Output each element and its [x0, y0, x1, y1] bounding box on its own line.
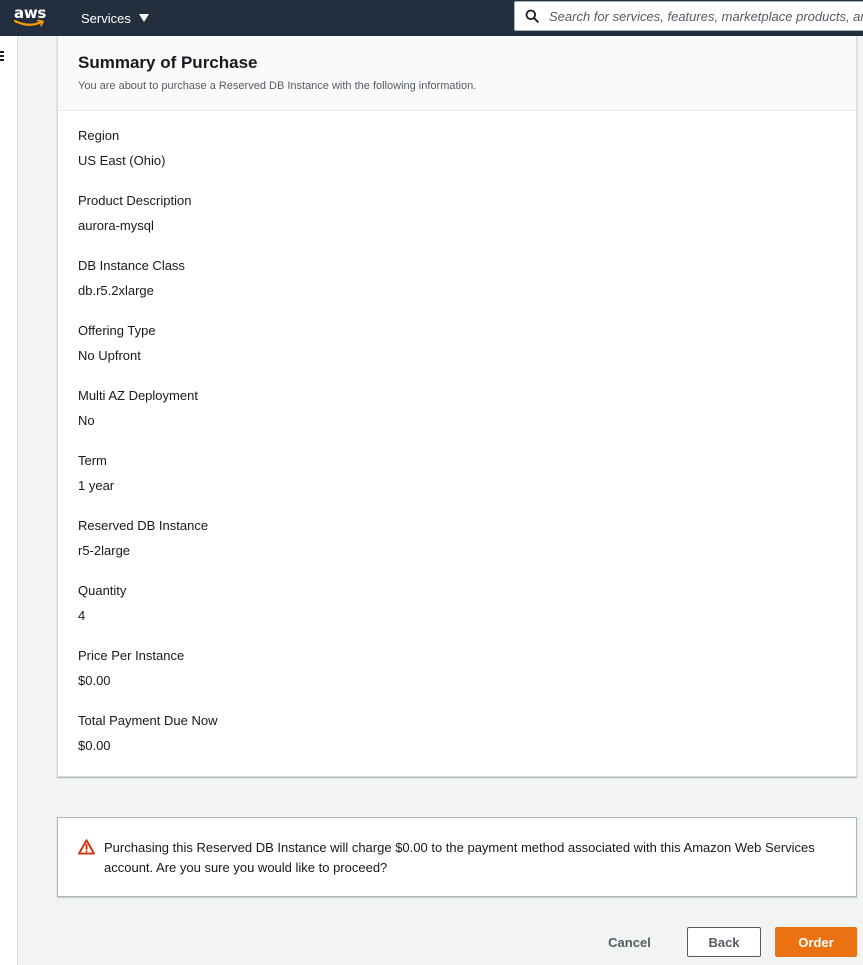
field-value: r5-2large	[78, 543, 131, 558]
summary-fields	[58, 111, 856, 778]
field-value: $0.00	[78, 673, 111, 688]
field-value: 4	[78, 608, 86, 623]
back-button[interactable]: Back	[687, 927, 761, 957]
summary-panel	[57, 36, 857, 777]
global-search-box[interactable]	[514, 1, 863, 31]
field-label: Region	[78, 128, 120, 143]
field-value: 1 year	[78, 478, 115, 493]
field-label: Reserved DB Instance	[78, 518, 209, 533]
search-icon	[515, 9, 549, 23]
field-value: db.r5.2xlarge	[78, 283, 154, 298]
field-term	[78, 453, 856, 518]
aws-logo-text: aws	[14, 4, 47, 22]
services-label: Services	[81, 10, 131, 26]
field-reserved-db-instance	[78, 518, 856, 583]
field-db-instance-class	[78, 258, 856, 323]
services-menu-button[interactable]	[81, 8, 149, 28]
field-region	[78, 128, 856, 193]
warning-icon	[78, 839, 95, 860]
field-product-description	[78, 193, 856, 258]
field-label: Price Per Instance	[78, 648, 185, 663]
field-multi-az-deployment	[78, 388, 856, 453]
caret-down-icon	[139, 14, 149, 22]
field-label: Term	[78, 453, 107, 468]
order-button[interactable]: Order	[775, 927, 857, 957]
field-value: aurora-mysql	[78, 218, 154, 233]
field-label: Offering Type	[78, 323, 156, 338]
side-navigation-rail	[0, 36, 18, 965]
aws-smile-icon	[13, 19, 47, 28]
field-price-per-instance	[78, 648, 856, 713]
summary-subtitle: You are about to purchase a Reserved DB Instance with the following information.	[78, 80, 477, 92]
top-navigation-bar	[0, 0, 863, 36]
field-label: DB Instance Class	[78, 258, 185, 273]
search-input[interactable]	[549, 9, 863, 24]
aws-logo[interactable]	[13, 4, 49, 30]
payment-warning-alert	[57, 817, 857, 897]
field-value: US East (Ohio)	[78, 153, 166, 168]
field-label: Multi AZ Deployment	[78, 388, 198, 403]
field-quantity	[78, 583, 856, 648]
alert-message: Purchasing this Reserved DB Instance will charge $0.00 to the payment method associated with this Amazon Web Services account. Are you sure you would like to proceed?	[104, 840, 815, 875]
field-label: Quantity	[78, 583, 127, 598]
field-value: No Upfront	[78, 348, 141, 363]
menu-toggle-icon[interactable]	[0, 51, 6, 61]
field-label: Total Payment Due Now	[78, 713, 218, 728]
field-total-payment-due-now	[78, 713, 856, 778]
field-offering-type	[78, 323, 856, 388]
cancel-button[interactable]: Cancel	[596, 927, 663, 957]
summary-panel-header	[58, 36, 856, 111]
summary-title: Summary of Purchase	[78, 53, 258, 72]
field-value: No	[78, 413, 95, 428]
field-value: $0.00	[78, 738, 111, 753]
field-label: Product Description	[78, 193, 192, 208]
